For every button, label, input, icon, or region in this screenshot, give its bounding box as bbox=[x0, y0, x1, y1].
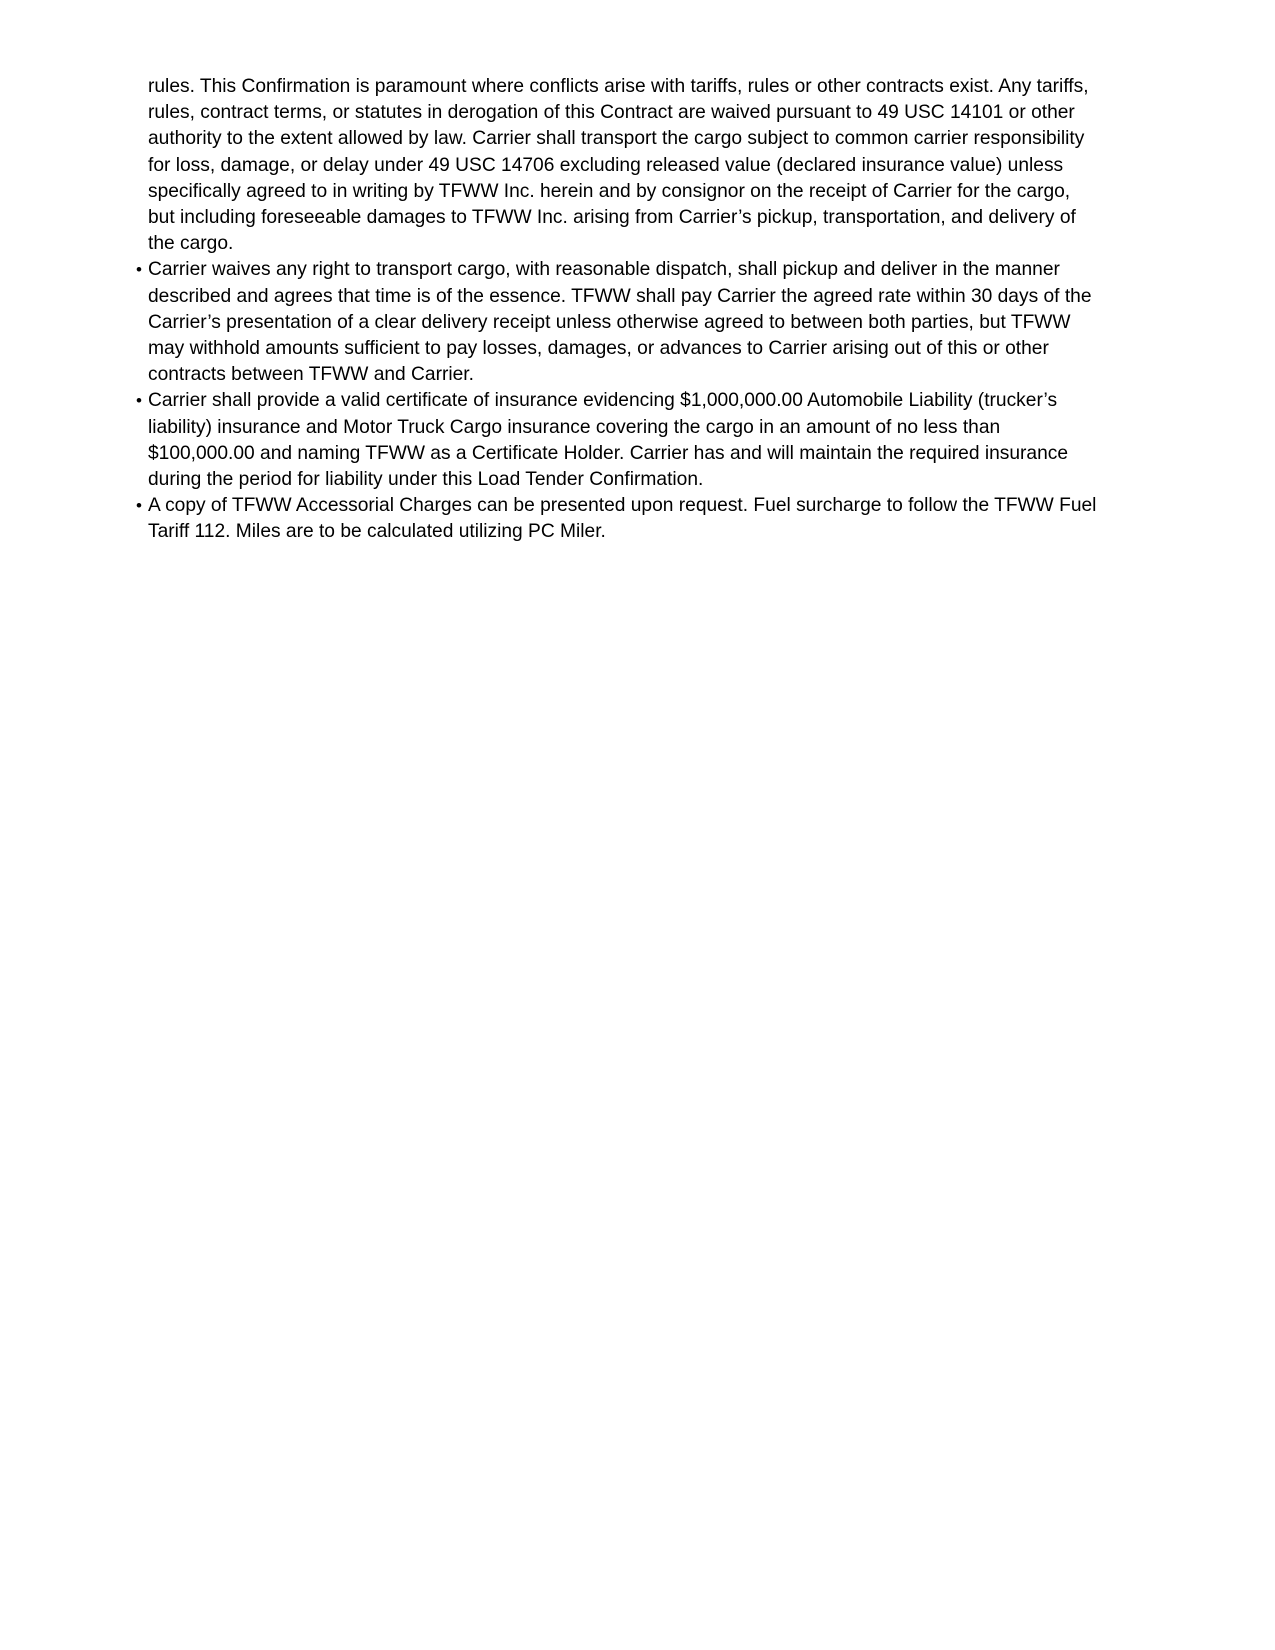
terms-section bbox=[136, 74, 1178, 546]
bullet-icon: • bbox=[136, 496, 142, 516]
bullet-item-payment-terms bbox=[136, 257, 1178, 388]
bullet-icon: • bbox=[136, 391, 142, 411]
bullet-text: A copy of TFWW Accessorial Charges can be presented upon request. Fuel surcharge to follow the TFWW Fuel Tariff 112. Miles are to be calculated utilizing PC Miler. bbox=[148, 495, 1097, 543]
bullet-text: Carrier waives any right to transport cargo, with reasonable dispatch, shall pickup and deliver in the manner described and agrees that time is of the essence. TFWW shall pay Carrier the agreed rate within 30 days of the Carrier’s presentation of a clear delivery receipt unless otherwise agreed to between both parties, but TFWW may withhold amounts sufficient to pay losses, damages, or advances to Carrier arising out of this or other contracts between TFWW and Carrier. bbox=[148, 259, 1092, 386]
bullet-text: Carrier shall provide a valid certificate of insurance evidencing $1,000,000.00 Automobile Liability (trucker’s liability) insurance and Motor Truck Cargo insurance covering the cargo in an amount of no less than $100,000.00 and naming TFWW as a Certificate Holder. Carrier has and will maintain the required insurance during the period for liability under this Load Tender Confirmation. bbox=[148, 390, 1069, 491]
bullet-item-insurance bbox=[136, 388, 1178, 493]
bullet-item-accessorial-charges bbox=[136, 493, 1178, 545]
bullet-icon: • bbox=[136, 260, 142, 280]
continuation-paragraph: rules. This Confirmation is paramount where conflicts arise with tariffs, rules or other contracts exist. Any tariffs, rules, contract terms, or statutes in derogation of this Contract are waived pursuant to 49 USC 14101 or other authority to the extent allowed by law. Carrier shall transport the cargo subject to common carrier responsibility for loss, damage, or delay under 49 USC 14706 excluding released value (declared insurance value) unless specifically agreed to in writing by TFWW Inc. herein and by consignor on the receipt of Carrier for the cargo, but including foreseeable damages to TFWW Inc. arising from Carrier’s pickup, transportation, and delivery of the cargo. bbox=[148, 76, 1089, 255]
